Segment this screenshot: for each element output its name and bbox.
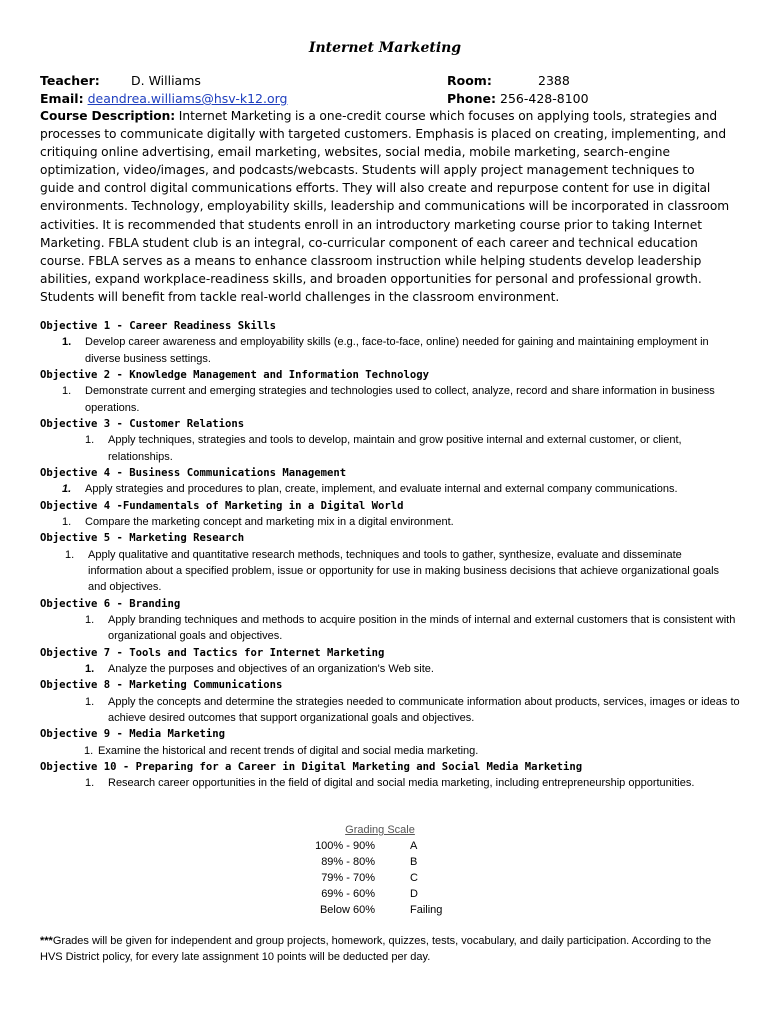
room-value: 2388 [538,73,570,88]
grade-range: 100% - 90% [315,840,375,852]
objective-1 [40,318,740,367]
phone-value: 256-428-8100 [500,91,589,106]
objective-7 [40,645,740,678]
phone-group [447,91,589,106]
objective-item [40,775,740,791]
objective-title: Objective 6 - Branding [40,597,181,610]
item-text: Demonstrate current and emerging strategies and technologies used to collect, analyze, record and share information in business operations. [85,385,715,414]
item-text: Apply branding techniques and methods to acquire position in the minds of internal and external customers that is consistent with organizational goals and objectives. [108,614,736,643]
grade-row [300,902,470,918]
objective-item [40,612,740,645]
grade-letter: B [410,856,418,868]
item-number: 1. [84,744,94,757]
grade-range: Below 60% [319,904,375,916]
grade-letter: Failing [410,904,443,916]
item-number: 1. [85,695,95,708]
course-description [40,107,730,306]
email-label: Email: [40,91,84,106]
objective-item [40,547,740,596]
objective-2 [40,367,740,416]
teacher-room-row [40,73,740,91]
item-text: Apply strategies and procedures to plan, create, implement, and evaluate internal and external company communications. [85,483,678,496]
item-number: 1. [62,336,72,349]
objective-3 [40,416,740,465]
item-number: 1. [62,385,72,398]
item-text: Research career opportunities in the field of digital and social media marketing, including entrepreneurship opportunities. [108,777,695,790]
objective-item [40,334,740,367]
objective-4b [40,498,740,531]
item-text: Apply the concepts and determine the strategies needed to communicate information about products, services, images or ideas to achieve desired outcomes that support organizational goals and objectives. [108,695,740,724]
objective-5 [40,530,740,595]
teacher-label: Teacher: [40,73,100,88]
item-number: 1. [85,434,95,447]
grade-row [300,886,470,902]
objective-item [40,661,740,677]
teacher-name: D. Williams [131,73,201,88]
phone-label: Phone: [447,91,497,106]
grading-footnote [40,933,730,965]
objective-title: Objective 2 - Knowledge Management and Information Technology [40,368,430,381]
objective-title: Objective 8 - Marketing Communications [40,679,283,692]
objective-8 [40,677,740,726]
objective-9 [40,726,740,759]
item-number: 1. [62,483,72,496]
objective-title: Objective 7 - Tools and Tactics for Internet Marketing [40,646,385,659]
item-number: 1. [65,548,75,561]
objective-item [40,694,740,727]
grade-row [300,838,470,854]
grade-row [300,870,470,886]
grading-scale-title: Grading Scale [345,824,415,836]
item-text: Apply qualitative and quantitative research methods, techniques and tools to gather, synthesize, evaluate and disseminate information about a specified problem, issue or opportunity for use in making business decisions that achieve organizational goals and objectives. [88,548,720,594]
document-title: Internet Marketing [308,40,462,56]
grading-scale [300,822,470,918]
objective-title: Objective 5 - Marketing Research [40,532,245,545]
objective-4 [40,465,740,498]
objective-title: Objective 10 - Preparing for a Career in Digital Marketing and Social Media Marketing [40,760,583,773]
email-link[interactable]: deandrea.williams@hsv-k12.org [87,91,288,106]
item-text: Analyze the purposes and objectives of an organization's Web site. [108,662,434,675]
objective-item [40,514,740,530]
item-number: 1. [85,662,95,675]
objectives-list [40,318,740,792]
grade-range: 79% - 70% [321,872,375,884]
grade-range: 69% - 60% [321,888,375,900]
objective-title: Objective 4 -Fundamentals of Marketing in a Digital World [40,499,404,512]
item-number: 1. [62,516,72,529]
item-number: 1. [85,614,95,626]
item-text: Develop career awareness and employability skills (e.g., face-to-face, online) needed for gaining and maintaining employment in diverse business settings. [85,336,709,365]
objective-item [40,432,740,465]
footnote-stars: *** [40,935,53,947]
course-description-label: Course Description: [40,109,176,123]
item-number: 1. [85,777,95,790]
course-description-text: Internet Marketing is a one-credit course which focuses on applying tools, strategies and processes to communicate digitally with targeted customers. Emphasis is placed on creating, implementing, and critiquing online advertising, email marketing, websites, social media, mobile marketing, search-engine optimization, video/images, and podcasts/webcasts. Students will apply project management techniques to guide and control digital communications efforts. They will also create and repurpose content for use in digital environments. Technology, employability skills, leadership and communications will be incorporated in classroom activities. It is recommended that students enroll in an introductory marketing course prior to taking Internet Marketing. FBLA student club is an integral, co-curricular component of each career and technical education course. FBLA serves as a means to enhance classroom instruction while helping students develop leadership abilities, expand workplace-readiness skills, and broaden opportunities for personal and professional growth. Students will benefit from tackle real-world challenges in the classroom environment. [40,109,730,304]
room-label: Room: [447,73,492,88]
objective-item [40,383,740,416]
objective-title: Objective 4 - Business Communications Management [40,466,347,479]
objective-title: Objective 3 - Customer Relations [40,417,245,430]
objective-title: Objective 1 - Career Readiness Skills [40,320,276,332]
grade-range: 89% - 80% [321,856,375,868]
objective-title: Objective 9 - Media Marketing [40,728,225,741]
item-text: Apply techniques, strategies and tools to develop, maintain and grow positive internal and external customer, or client, relationships. [108,434,682,463]
objective-6 [40,596,740,645]
grade-letter: D [410,888,418,900]
item-text: Compare the marketing concept and marketing mix in a digital environment. [85,516,454,529]
footnote-text: Grades will be given for independent and group projects, homework, quizzes, tests, vocabulary, and daily participation. According to the HVS District policy, for every late assignment 10 points will be deducted per day. [40,935,712,964]
grade-row [300,854,470,870]
objective-10 [40,759,740,792]
grade-letter: A [410,840,418,852]
objective-item [40,743,740,759]
objective-item [40,481,740,497]
item-text: Examine the historical and recent trends of digital and social media marketing. [98,744,479,757]
grade-letter: C [410,872,418,884]
